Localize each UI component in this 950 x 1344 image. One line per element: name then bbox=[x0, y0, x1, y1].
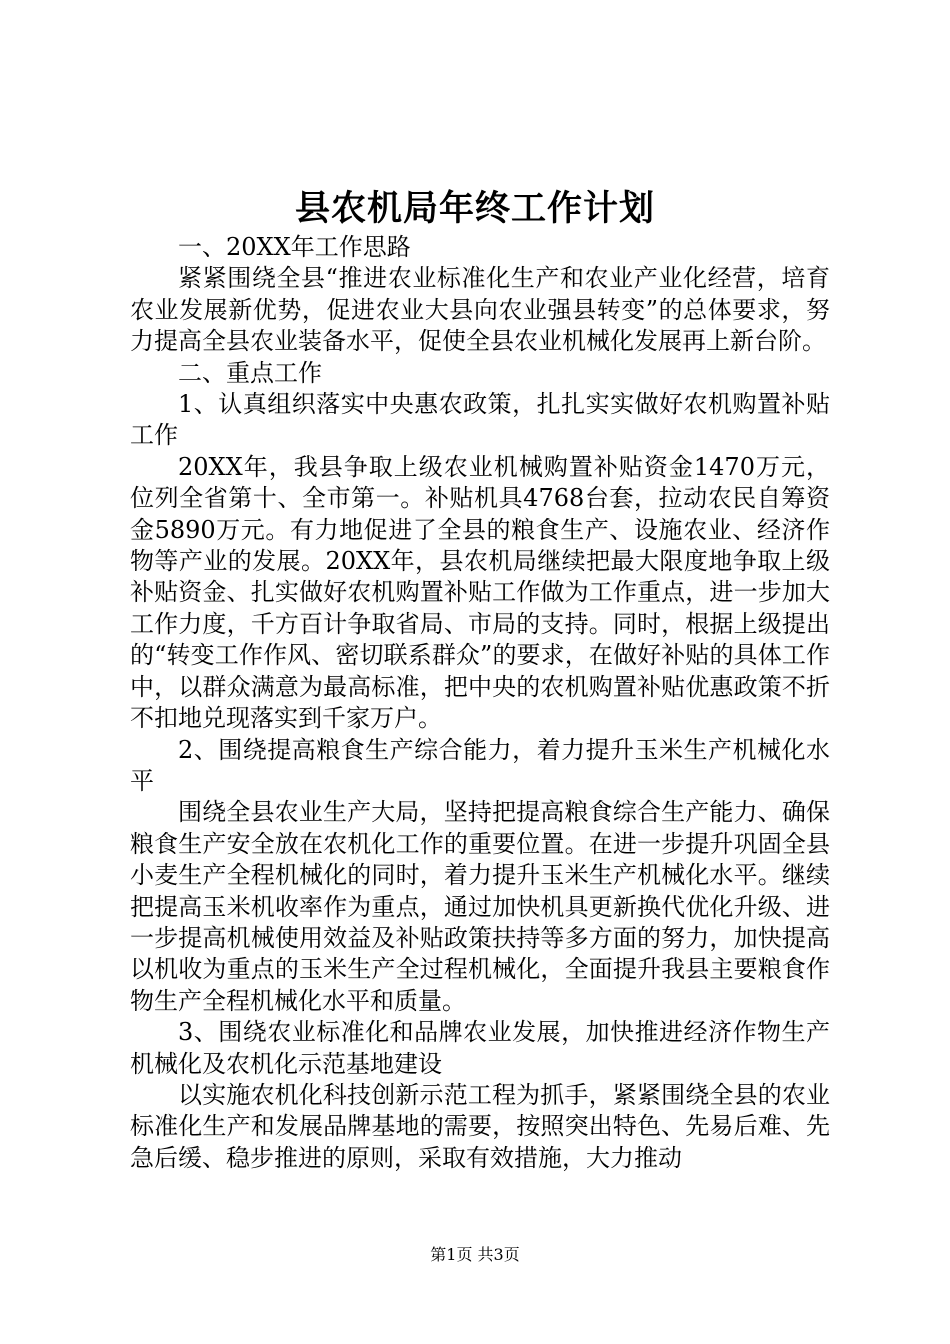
document-body bbox=[130, 232, 830, 1174]
subsection-heading-3: 3、围绕农业标准化和品牌农业发展，加快推进经济作物生产机械化及农机化示范基地建设 bbox=[130, 1018, 830, 1078]
section-heading-2: 二、重点工作 bbox=[178, 358, 322, 387]
body-paragraph: 紧紧围绕全县“推进农业标准化生产和农业产业化经营，培育农业发展新优势，促进农业大县向农业强县转变”的总体要求，努力提高全县农业装备水平，促使全县农业机械化发展再上新台阶。 bbox=[130, 264, 830, 356]
document-title: 县农机局年终工作计划 bbox=[294, 188, 655, 229]
subsection-heading-1: 1、认真组织落实中央惠农政策，扎扎实实做好农机购置补贴工作 bbox=[130, 390, 830, 450]
body-paragraph: 以实施农机化科技创新示范工程为抓手，紧紧围绕全县的农业标准化生产和发展品牌基地的需要，按照突出特色、先易后难、先急后缓、稳步推进的原则，采取有效措施，大力推动 bbox=[130, 1080, 830, 1172]
subsection-heading-2: 2、围绕提高粮食生产综合能力，着力提升玉米生产机械化水平 bbox=[130, 735, 830, 795]
body-paragraph: 20XX年，我县争取上级农业机械购置补贴资金1470万元，位列全省第十、全市第一。补贴机具4768台套，拉动农民自筹资金5890万元。有力地促进了全县的粮食生产、设施农业、经济作物等产业的发展。20XX年，县农机局继续把最大限度地争取上级补贴资金、扎实做好农机购置补贴工作做为工作重点，进一步加大工作力度，千方百计争取省局、市局的支持。同时，根据上级提出的“转变工作作风、密切联系群众”的要求，在做好补贴的具体工作中，以群众满意为最高标准，把中央的农机购置补贴优惠政策不折不扣地兑现落实到千家万户。 bbox=[130, 452, 830, 733]
section-heading-1: 一、20XX年工作思路 bbox=[178, 233, 411, 261]
body-paragraph: 围绕全县农业生产大局，坚持把提高粮食综合生产能力、确保粮食生产安全放在农机化工作的重要位置。在进一步提升巩固全县小麦生产全程机械化的同时，着力提升玉米生产机械化水平。继续把提高玉米机收率作为重点，通过加快机具更新换代优化升级、进一步提高机械使用效益及补贴政策扶持等多方面的努力，加快提高以机收为重点的玉米生产全过程机械化，全面提升我县主要粮食作物生产全程机械化水平和质量。 bbox=[130, 798, 830, 1015]
page-number-footer: 第1页 共3页 bbox=[430, 1245, 520, 1264]
